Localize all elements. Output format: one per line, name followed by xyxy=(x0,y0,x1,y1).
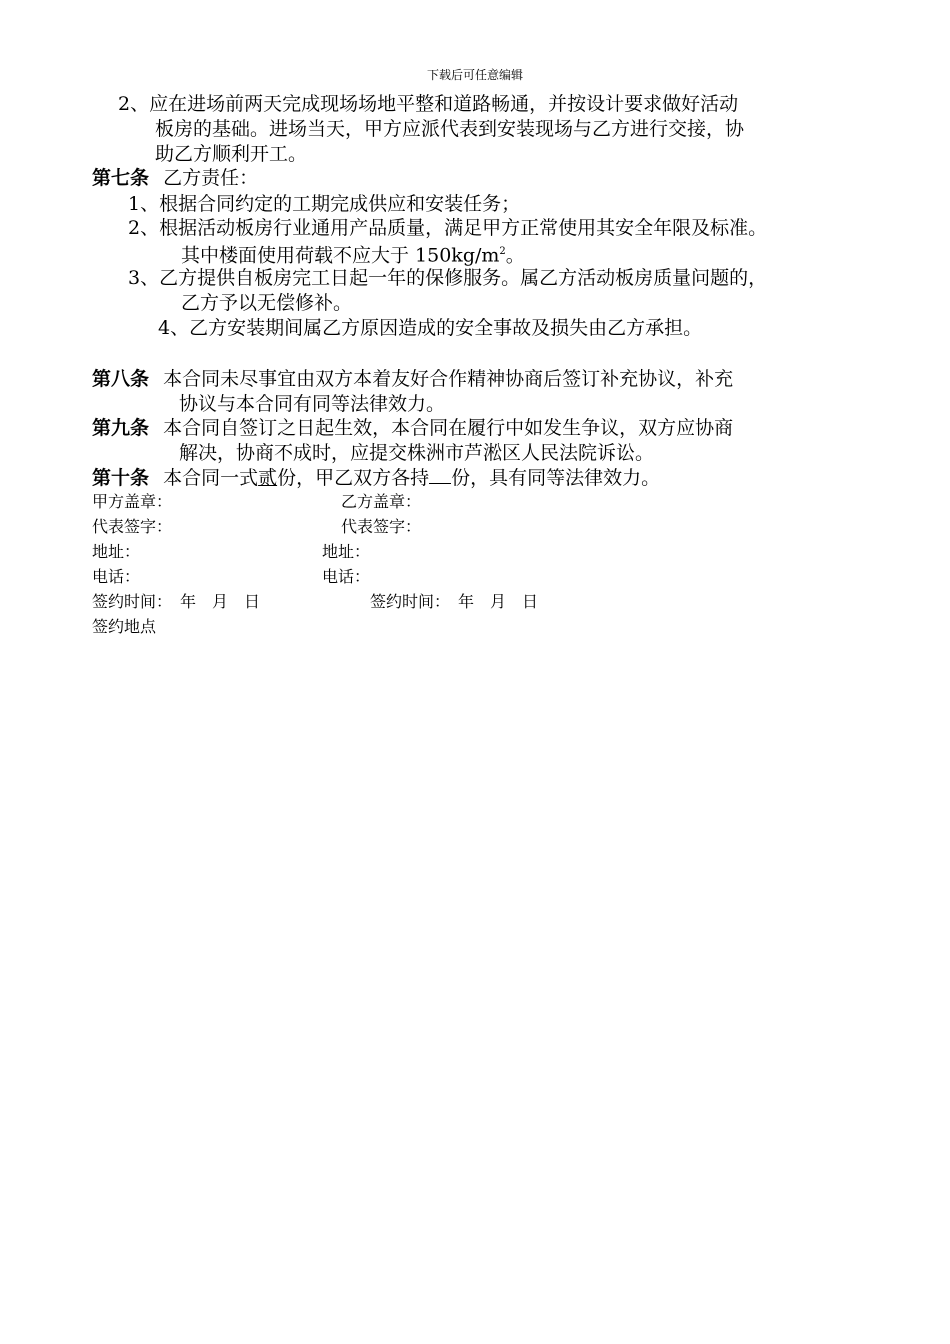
clause10-text-b: 份，甲乙双方各持 xyxy=(277,467,430,489)
clause10-row xyxy=(92,465,660,490)
clause10-blank xyxy=(429,465,451,484)
party-b-seal: 乙方盖章： xyxy=(341,492,422,511)
party-b-rep: 代表签字： xyxy=(341,517,422,536)
clause6-item2-line1: 2、应在进场前两天完成现场场地平整和道路畅通，并按设计要求做好活动 xyxy=(118,93,739,115)
party-b-phone: 电话： xyxy=(322,567,371,586)
clause6-item2-line2: 板房的基础。进场当天，甲方应派代表到安装现场与乙方进行交接，协 xyxy=(155,118,745,140)
clause7-item2-line2-prefix: 其中楼面使用荷载不应大于 150kg/m xyxy=(181,244,500,267)
party-b-address: 地址： xyxy=(322,542,371,561)
clause10-text-a: 本合同一式 xyxy=(163,467,259,489)
clause7-header xyxy=(92,166,258,190)
clause9-heading: 第九条 xyxy=(92,417,150,439)
clause8-line1: 本合同未尽事宜由双方本着友好合作精神协商后签订补充协议，补充 xyxy=(163,368,734,390)
clause7-item2-line2-sup: 2 xyxy=(499,246,506,257)
clause10-text-c: 份，具有同等法律效力。 xyxy=(451,467,661,489)
header-note: 下载后可任意编辑 xyxy=(426,68,523,82)
clause7-item2-line2 xyxy=(181,240,525,267)
clause9-line1: 本合同自签订之日起生效，本合同在履行中如发生争议，双方应协商 xyxy=(163,417,734,439)
party-a-seal: 甲方盖章： xyxy=(92,492,173,511)
clause7-item4: 4、乙方安装期间属乙方原因造成的安全事故及损失由乙方承担。 xyxy=(158,317,703,339)
clause7-item1: 1、根据合同约定的工期完成供应和安装任务； xyxy=(128,193,521,215)
clause7-title: 乙方责任： xyxy=(163,167,259,189)
party-a-phone: 电话： xyxy=(92,567,141,586)
signing-place: 签约地点 xyxy=(92,617,157,636)
party-b-date: 签约时间： 年 月 日 xyxy=(370,592,539,611)
clause7-heading: 第七条 xyxy=(92,167,150,189)
party-a-date: 签约时间： 年 月 日 xyxy=(92,592,261,611)
clause7-item2-line1: 2、根据活动板房行业通用产品质量，满足甲方正常使用其安全年限及标准。 xyxy=(128,217,768,239)
clause7-item3-line2: 乙方予以无偿修补。 xyxy=(181,292,353,314)
clause10-copies: 贰 xyxy=(258,467,278,489)
clause8-heading: 第八条 xyxy=(92,368,150,390)
clause8-line2: 协议与本合同有同等法律效力。 xyxy=(179,393,446,415)
clause9-line1-row xyxy=(92,416,733,440)
clause10-heading: 第十条 xyxy=(92,467,150,489)
clause9-line2: 解决，协商不成时，应提交株洲市芦淞区人民法院诉讼。 xyxy=(179,442,655,464)
party-a-rep: 代表签字： xyxy=(92,517,173,536)
clause8-line1-row xyxy=(92,367,733,391)
clause7-item2-line2-suffix: 。 xyxy=(505,244,525,267)
clause6-item2-line3: 助乙方顺利开工。 xyxy=(155,143,308,165)
party-a-address: 地址： xyxy=(92,542,141,561)
clause7-item3-line1: 3、乙方提供自板房完工日起一年的保修服务。属乙方活动板房质量问题的， xyxy=(128,267,768,289)
